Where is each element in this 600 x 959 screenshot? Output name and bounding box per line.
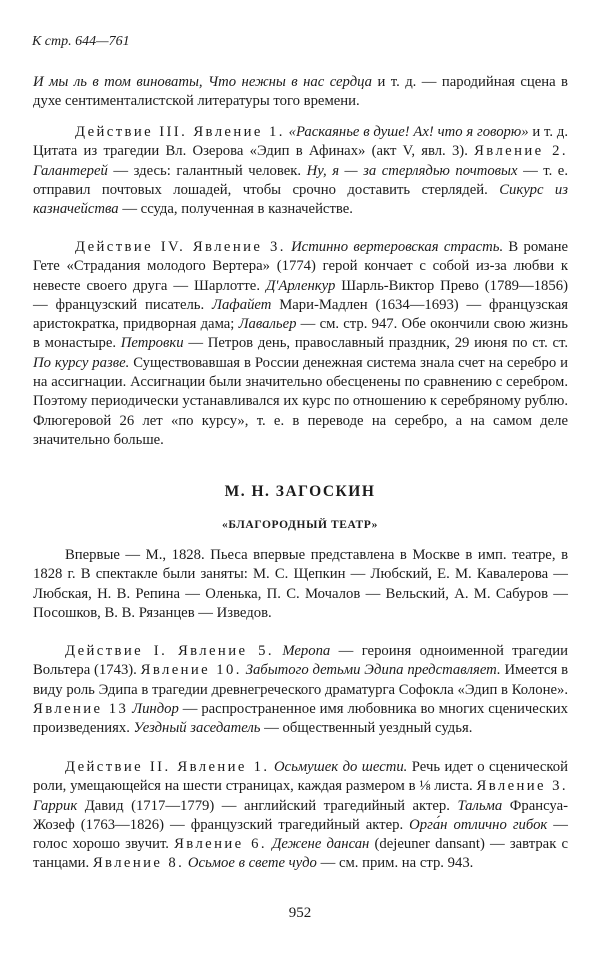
act-scene-marker: Явление 13 [33,700,129,717]
author-heading: М. Н. ЗАГОСКИН [224,483,376,500]
italic-phrase: Истинно вертеровская страсть. [291,239,504,255]
paragraph-act-4 [33,238,568,450]
text-run: — героиня одноименной трагедии Вольтера (1743). [33,643,568,679]
text-run: — см. стр. 947. Обе окончили свою жизнь в монастыре. [33,316,568,352]
text-run: — здесь: галантный человек. [107,162,307,179]
italic-phrase: Лавальер [238,316,297,333]
text-run: Мари-Мадлен (1634—1693) — французская аристократка, придворная дама; [33,296,568,333]
italic-phrase: Гаррик [33,797,78,814]
italic-phrase: Петровки [120,335,184,352]
text-run: В романе Гете «Страдания молодого Вертера» (1774) герой кончает с собой из-за любви к невесте своего друга — Шарлотте. [33,239,568,294]
act-scene-marker: Явление 8. [92,855,185,872]
act-scene-marker: Явление 3. [476,778,568,795]
act-scene-marker: Действие I. Явление 5. [65,643,274,659]
text-run: — распространенное имя любовника во многих сценических произведениях. [33,700,568,737]
italic-phrase: Меропа [282,643,331,659]
act-scene-marker: Явление 10. [140,662,242,679]
italic-phrase: Дежене дансан [272,836,370,853]
paragraph-act-3 [33,123,568,219]
italic-phrase: Тальма [457,797,503,814]
act-scene-marker: Действие III. Явление 1. [75,124,285,140]
text-run: Впервые — М., 1828. Пьеса впервые представлена в Москве в имп. театре, в 1828 г. В спектакле были заняты: М. С. Щепкин — Любский, Е. М. Кавалерова — Любская, Н. В. Репина — Оленька, П. С. Мочалов — Вельский, А. М. Сабуров — Посошков, В. В. Рязанцев — Изведов. [33,547,568,621]
text-run: и т. д. — пародийная сцена в духе сентименталистской литературы того времени. [33,74,568,110]
italic-phrase: Сикурс из казначейства [33,181,568,218]
paragraph-first-staging [33,546,568,623]
act-scene-marker: Явление 6. [174,836,267,853]
italic-phrase: Д'Арленкур [265,277,336,294]
text-run: Речь идет о сценической роли, умещающейся на шести страницах, каждая размером в ⅛ листа. [33,759,568,795]
text-run: — т. е. отправил почтовых лошадей, чтобы срочно доставить стерлядей. [33,162,568,198]
text-run: и т. д. Цитата из трагедии Вл. Озерова «Эдип в Афинах» (акт V, явл. 3). [33,124,568,160]
act-scene-marker: Действие IV. Явление 3. [75,239,286,255]
italic-phrase: По курсу разве. [33,354,130,371]
italic-phrase: Забытого детьми Эдипа представляет. [245,662,501,679]
act-scene-marker: Действие II. Явление 1. [65,759,270,775]
play-title: «БЛАГОРОДНЫЙ ТЕАТР» [222,519,378,531]
italic-phrase: Линдор [132,700,179,717]
text-run: (dejeuner dansant) — завтрак с танцами. [33,836,568,872]
text-run: — ссуда, полученная в казначействе. [118,201,353,218]
italic-phrase: Осьмушек до шести. [273,759,408,775]
act-scene-marker: Явление 2. [474,143,568,160]
italic-phrase: Уездный заседатель [133,720,261,737]
page-number: 952 [288,905,312,921]
italic-phrase: «Раскаянье в душе! Ах! что я говорю» [288,124,529,140]
text-run: Шарль-Виктор Прево (1789—1856) — французский писатель. [33,277,568,313]
text-run: — общественный уездный судья. [260,720,473,737]
italic-phrase: Лафайет [212,296,272,313]
italic-phrase: Орга́н отлично гибок [409,816,548,833]
italic-phrase: Осьмое в свете чудо [187,855,317,872]
italic-phrase: И мы ль в том виноваты, Что нежны в нас сердца [33,74,373,90]
text-run: — Петров день, православный праздник, 29 июня по ст. ст. [183,335,569,352]
italic-phrase: Галантерей [33,162,108,179]
text-run: — голос хорошо звучит. [33,816,568,853]
paragraph-parody-scene [33,73,568,112]
text-run: — см. прим. на стр. 943. [316,855,474,872]
running-head: К стр. 644—761 [32,34,130,49]
text-run: Существовавшая в России денежная система знала счет на серебро и на ассигнации. Ассигнации были значительно обесценены по сравнению с серебром. Поэтому периодически устанавливался их курс по отношению к серебряному рублю. Флюгеровой 26 лет «по курсу», т. е. в переводе на серебро, а на самом деле значительно больше. [33,354,568,448]
text-run: Имеется в виду роль Эдипа в трагедии древнегреческого драматурга Софокла «Эдип в Колоне». [33,662,569,698]
paragraph-act-2 [33,758,568,874]
text-run: Франсуа-Жозеф (1763—1826) — французский трагедийный актер. [33,797,568,833]
italic-phrase: Ну, я — за стерлядью почтовых [306,162,518,179]
paragraph-act-1 [33,642,568,738]
text-run: Давид (1717—1779) — английский трагедийный актер. [77,797,458,814]
